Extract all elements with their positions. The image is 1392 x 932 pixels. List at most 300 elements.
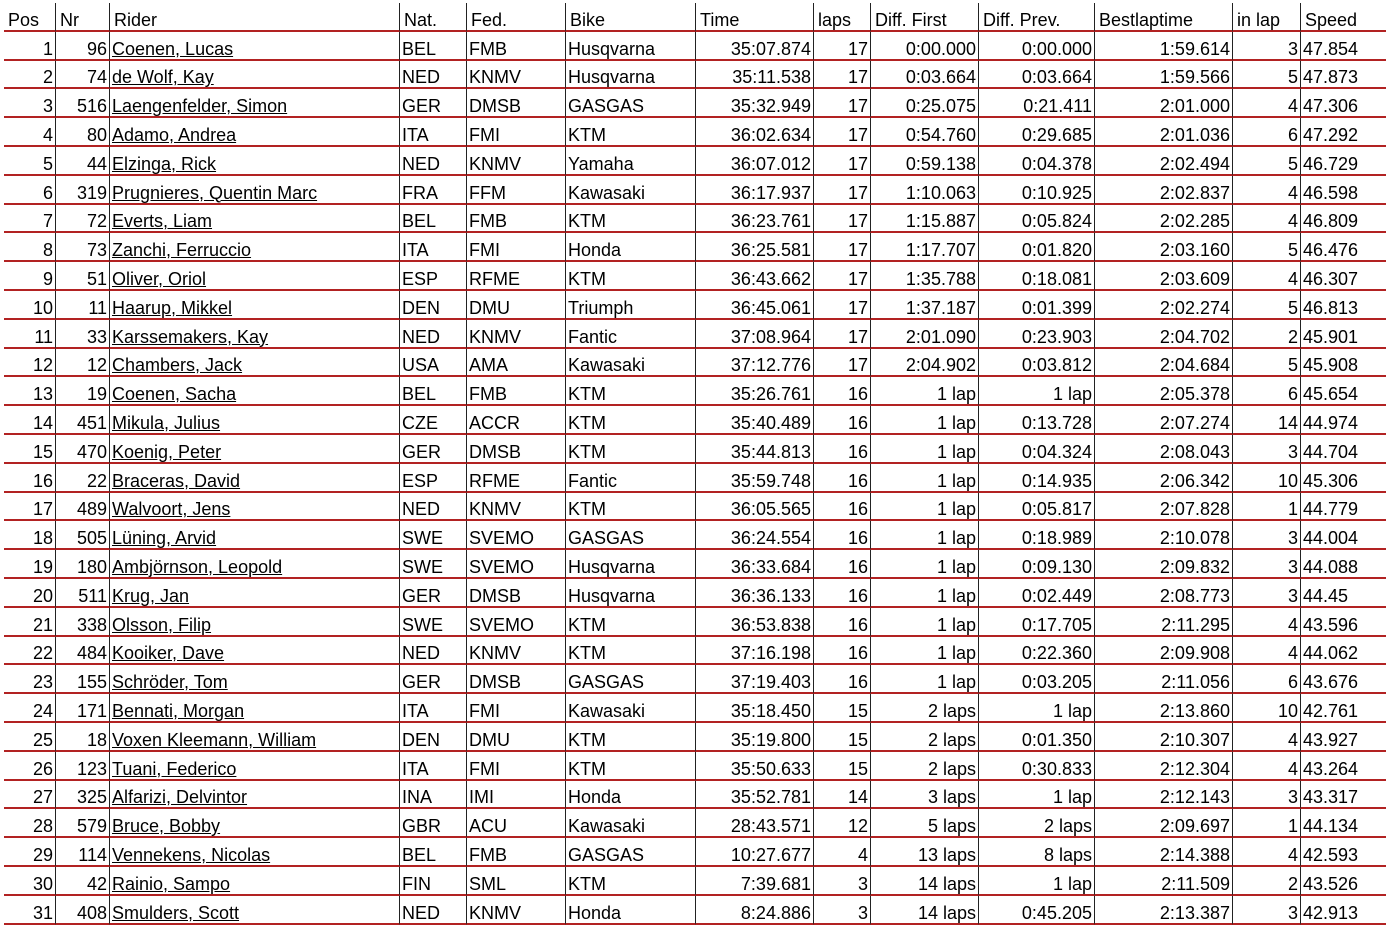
cell-bestlaptime: 1:59.566 [1095,61,1233,90]
cell-in-lap: 10 [1233,694,1301,723]
cell-laps: 17 [814,262,871,291]
cell-diff-first: 1 lap [871,665,979,694]
table-row [4,147,1386,176]
cell-nat: GER [400,665,467,694]
cell-rider [110,377,400,406]
cell-pos: 31 [4,896,56,925]
cell-nat: CZE [400,406,467,435]
cell-laps: 16 [814,377,871,406]
cell-bike: Husqvarna [566,579,696,608]
table-row [4,867,1386,896]
cell-bike: Husqvarna [566,61,696,90]
cell-diff-first: 1 lap [871,550,979,579]
cell-in-lap: 4 [1233,89,1301,118]
rider-link[interactable]: Lüning, Arvid [112,528,217,549]
cell-in-lap: 3 [1233,521,1301,550]
cell-laps: 17 [814,147,871,176]
cell-diff-first: 2:01.090 [871,320,979,349]
cell-time: 36:43.662 [696,262,814,291]
cell-nr: 72 [56,205,110,234]
rider-link[interactable]: Zanchi, Ferruccio [112,240,252,261]
cell-speed: 44.134 [1301,809,1386,838]
table-row [4,752,1386,781]
cell-diff-first: 2 laps [871,694,979,723]
cell-diff-first: 1 lap [871,637,979,666]
cell-bestlaptime: 2:02.285 [1095,205,1233,234]
cell-diff-prev: 0:00.000 [979,32,1095,61]
table-row [4,61,1386,90]
cell-bike: GASGAS [566,838,696,867]
cell-nr: 155 [56,665,110,694]
cell-in-lap: 4 [1233,723,1301,752]
cell-laps: 17 [814,89,871,118]
cell-bestlaptime: 2:03.160 [1095,233,1233,262]
cell-laps: 16 [814,579,871,608]
cell-bestlaptime: 2:01.000 [1095,89,1233,118]
cell-time: 35:18.450 [696,694,814,723]
cell-rider [110,205,400,234]
cell-speed: 45.654 [1301,377,1386,406]
cell-speed: 46.307 [1301,262,1386,291]
rider-link[interactable]: de Wolf, Kay [112,67,214,88]
cell-speed: 47.306 [1301,89,1386,118]
cell-nr: 18 [56,723,110,752]
rider-link[interactable]: Alfarizi, Delvintor [112,787,248,808]
cell-bestlaptime: 2:12.304 [1095,752,1233,781]
cell-nr: 338 [56,608,110,637]
cell-speed: 46.813 [1301,291,1386,320]
cell-bike: Kawasaki [566,694,696,723]
cell-speed: 46.729 [1301,147,1386,176]
cell-nr: 319 [56,176,110,205]
cell-rider [110,521,400,550]
cell-speed: 44.004 [1301,521,1386,550]
cell-in-lap: 6 [1233,377,1301,406]
cell-rider [110,781,400,810]
cell-rider [110,493,400,522]
cell-fed: FMB [467,32,566,61]
cell-nat: BEL [400,205,467,234]
cell-pos: 6 [4,176,56,205]
cell-in-lap: 4 [1233,262,1301,291]
cell-laps: 3 [814,896,871,925]
cell-speed: 45.901 [1301,320,1386,349]
cell-bestlaptime: 2:09.908 [1095,637,1233,666]
cell-nat: SWE [400,521,467,550]
cell-in-lap: 1 [1233,493,1301,522]
cell-fed: FMB [467,205,566,234]
cell-nat: FRA [400,176,467,205]
cell-in-lap: 4 [1233,752,1301,781]
cell-time: 37:08.964 [696,320,814,349]
rider-link[interactable]: Olsson, Filip [112,614,212,635]
cell-time: 36:53.838 [696,608,814,637]
cell-nat: ITA [400,694,467,723]
cell-bestlaptime: 2:02.274 [1095,291,1233,320]
cell-laps: 15 [814,752,871,781]
cell-bestlaptime: 2:13.860 [1095,694,1233,723]
cell-diff-first: 1:17.707 [871,233,979,262]
cell-speed: 43.526 [1301,867,1386,896]
cell-speed: 44.088 [1301,550,1386,579]
cell-rider [110,291,400,320]
rider-link[interactable]: Koenig, Peter [112,441,222,462]
cell-bike: Triumph [566,291,696,320]
cell-diff-first: 1 lap [871,608,979,637]
cell-diff-prev: 0:09.130 [979,550,1095,579]
table-row [4,291,1386,320]
rider-link[interactable]: Ambjörnson, Leopold [112,556,283,577]
cell-nr: 511 [56,579,110,608]
cell-rider [110,61,400,90]
cell-diff-first: 1:10.063 [871,176,979,205]
cell-diff-prev: 1 lap [979,694,1095,723]
cell-bestlaptime: 2:01.036 [1095,118,1233,147]
cell-nr: 123 [56,752,110,781]
cell-bike: KTM [566,752,696,781]
cell-nr: 114 [56,838,110,867]
cell-nat: GER [400,579,467,608]
rider-link[interactable]: Braceras, David [112,470,241,491]
table-row [4,896,1386,925]
cell-in-lap: 3 [1233,896,1301,925]
rider-link[interactable]: Chambers, Jack [112,355,243,376]
rider-link[interactable]: Smulders, Scott [112,902,240,923]
cell-nr: 11 [56,291,110,320]
cell-rider [110,176,400,205]
cell-pos: 29 [4,838,56,867]
rider-link[interactable]: Rainio, Sampo [112,873,231,894]
cell-nat: ITA [400,233,467,262]
cell-diff-prev: 0:01.350 [979,723,1095,752]
col-header-nat: Nat. [400,3,467,32]
rider-link[interactable]: Kooiker, Dave [112,643,225,664]
cell-pos: 2 [4,61,56,90]
cell-pos: 16 [4,464,56,493]
cell-speed: 47.292 [1301,118,1386,147]
table-row [4,838,1386,867]
cell-diff-prev: 0:01.820 [979,233,1095,262]
table-row [4,89,1386,118]
cell-diff-first: 1 lap [871,464,979,493]
cell-in-lap: 3 [1233,781,1301,810]
rider-link[interactable]: Vennekens, Nicolas [112,844,271,865]
table-row [4,205,1386,234]
results-table [4,3,1386,925]
cell-fed: DMU [467,723,566,752]
cell-nr: 408 [56,896,110,925]
table-row [4,118,1386,147]
cell-fed: SML [467,867,566,896]
cell-diff-prev: 0:13.728 [979,406,1095,435]
cell-fed: RFME [467,262,566,291]
cell-laps: 16 [814,521,871,550]
col-header-speed: Speed [1301,3,1386,32]
rider-link[interactable]: Krug, Jan [112,585,190,606]
table-row [4,262,1386,291]
col-header-diff-prev: Diff. Prev. [979,3,1095,32]
cell-laps: 16 [814,665,871,694]
cell-diff-prev: 0:30.833 [979,752,1095,781]
cell-nat: BEL [400,838,467,867]
cell-in-lap: 6 [1233,118,1301,147]
rider-link[interactable]: Schröder, Tom [112,672,228,693]
cell-pos: 26 [4,752,56,781]
cell-pos: 5 [4,147,56,176]
cell-laps: 16 [814,435,871,464]
cell-nr: 470 [56,435,110,464]
cell-nat: NED [400,320,467,349]
cell-pos: 21 [4,608,56,637]
cell-nat: FIN [400,867,467,896]
cell-bestlaptime: 2:12.143 [1095,781,1233,810]
cell-diff-prev: 0:18.081 [979,262,1095,291]
cell-in-lap: 14 [1233,406,1301,435]
cell-speed: 42.761 [1301,694,1386,723]
table-row [4,637,1386,666]
table-row [4,521,1386,550]
cell-bike: KTM [566,608,696,637]
cell-diff-first: 1 lap [871,579,979,608]
cell-diff-prev: 0:01.399 [979,291,1095,320]
cell-nat: NED [400,637,467,666]
cell-in-lap: 3 [1233,32,1301,61]
rider-link[interactable]: Bennati, Morgan [112,700,245,721]
cell-bike: Kawasaki [566,809,696,838]
cell-nat: BEL [400,32,467,61]
cell-nr: 579 [56,809,110,838]
col-header-fed: Fed. [467,3,566,32]
cell-diff-first: 1 lap [871,435,979,464]
cell-laps: 16 [814,493,871,522]
cell-bike: KTM [566,435,696,464]
table-row [4,435,1386,464]
cell-in-lap: 10 [1233,464,1301,493]
cell-rider [110,464,400,493]
cell-nat: GER [400,435,467,464]
table-row [4,723,1386,752]
cell-rider [110,32,400,61]
cell-bike: GASGAS [566,89,696,118]
cell-bike: KTM [566,493,696,522]
cell-in-lap: 5 [1233,233,1301,262]
cell-pos: 11 [4,320,56,349]
cell-diff-first: 1 lap [871,377,979,406]
cell-bestlaptime: 1:59.614 [1095,32,1233,61]
cell-bike: Yamaha [566,147,696,176]
col-header-bike: Bike [566,3,696,32]
cell-time: 36:05.565 [696,493,814,522]
cell-in-lap: 5 [1233,349,1301,378]
cell-time: 35:07.874 [696,32,814,61]
cell-nr: 451 [56,406,110,435]
cell-rider [110,809,400,838]
cell-in-lap: 4 [1233,608,1301,637]
cell-bike: KTM [566,118,696,147]
rider-link[interactable]: Adamo, Andrea [112,124,237,145]
cell-time: 35:50.633 [696,752,814,781]
cell-speed: 45.306 [1301,464,1386,493]
rider-link[interactable]: Walvoort, Jens [112,499,231,520]
rider-link[interactable]: Coenen, Lucas [112,38,234,59]
cell-bestlaptime: 2:08.773 [1095,579,1233,608]
rider-link[interactable]: Coenen, Sacha [112,384,237,405]
cell-nr: 505 [56,521,110,550]
cell-time: 36:07.012 [696,147,814,176]
rider-link[interactable]: Tuani, Federico [112,758,237,779]
cell-diff-prev: 0:22.360 [979,637,1095,666]
table-row [4,579,1386,608]
cell-nat: DEN [400,291,467,320]
table-row [4,665,1386,694]
cell-rider [110,694,400,723]
cell-pos: 24 [4,694,56,723]
cell-in-lap: 3 [1233,435,1301,464]
cell-in-lap: 3 [1233,550,1301,579]
cell-pos: 30 [4,867,56,896]
rider-link[interactable]: Karssemakers, Kay [112,326,269,347]
cell-diff-first: 14 laps [871,896,979,925]
cell-laps: 17 [814,118,871,147]
rider-link[interactable]: Oliver, Oriol [112,268,207,289]
cell-diff-first: 2 laps [871,752,979,781]
cell-fed: DMU [467,291,566,320]
cell-time: 8:24.886 [696,896,814,925]
cell-bestlaptime: 2:13.387 [1095,896,1233,925]
cell-in-lap: 1 [1233,809,1301,838]
cell-laps: 16 [814,406,871,435]
cell-diff-prev: 0:45.205 [979,896,1095,925]
cell-nat: SWE [400,608,467,637]
cell-nat: INA [400,781,467,810]
cell-diff-prev: 1 lap [979,377,1095,406]
cell-nr: 171 [56,694,110,723]
cell-fed: IMI [467,781,566,810]
cell-fed: FMI [467,752,566,781]
cell-diff-prev: 0:02.449 [979,579,1095,608]
cell-time: 37:12.776 [696,349,814,378]
cell-in-lap: 5 [1233,291,1301,320]
cell-rider [110,89,400,118]
rider-link[interactable]: Laengenfelder, Simon [112,96,288,117]
cell-time: 35:44.813 [696,435,814,464]
cell-nr: 489 [56,493,110,522]
cell-in-lap: 5 [1233,147,1301,176]
cell-speed: 46.476 [1301,233,1386,262]
cell-bestlaptime: 2:08.043 [1095,435,1233,464]
cell-bike: KTM [566,867,696,896]
cell-fed: KNMV [467,61,566,90]
cell-time: 35:19.800 [696,723,814,752]
cell-bestlaptime: 2:09.832 [1095,550,1233,579]
cell-diff-prev: 0:10.925 [979,176,1095,205]
cell-speed: 46.809 [1301,205,1386,234]
table-row [4,320,1386,349]
rider-link[interactable]: Everts, Liam [112,211,213,232]
cell-pos: 19 [4,550,56,579]
cell-nat: ESP [400,262,467,291]
cell-bestlaptime: 2:09.697 [1095,809,1233,838]
rider-link[interactable]: Mikula, Julius [112,412,221,433]
rider-link[interactable]: Elzinga, Rick [112,153,217,174]
cell-bike: Kawasaki [566,349,696,378]
cell-diff-prev: 0:23.903 [979,320,1095,349]
cell-bike: KTM [566,723,696,752]
cell-rider [110,262,400,291]
cell-time: 36:02.634 [696,118,814,147]
cell-diff-prev: 1 lap [979,867,1095,896]
cell-diff-prev: 0:29.685 [979,118,1095,147]
cell-diff-prev: 0:21.411 [979,89,1095,118]
table-row [4,349,1386,378]
cell-speed: 44.974 [1301,406,1386,435]
cell-diff-first: 1 lap [871,521,979,550]
cell-laps: 17 [814,61,871,90]
cell-fed: DMSB [467,89,566,118]
col-header-diff-first: Diff. First [871,3,979,32]
rider-link[interactable]: Bruce, Bobby [112,816,221,837]
cell-bestlaptime: 2:02.494 [1095,147,1233,176]
col-header-pos: Pos [4,3,56,32]
cell-fed: SVEMO [467,550,566,579]
cell-diff-first: 0:25.075 [871,89,979,118]
cell-bestlaptime: 2:07.828 [1095,493,1233,522]
cell-rider [110,406,400,435]
cell-diff-prev: 0:04.324 [979,435,1095,464]
cell-pos: 12 [4,349,56,378]
table-row [4,32,1386,61]
cell-rider [110,608,400,637]
cell-time: 36:33.684 [696,550,814,579]
cell-rider [110,838,400,867]
cell-bestlaptime: 2:04.702 [1095,320,1233,349]
cell-fed: FFM [467,176,566,205]
cell-time: 35:52.781 [696,781,814,810]
cell-nat: NED [400,493,467,522]
cell-rider [110,867,400,896]
cell-fed: SVEMO [467,608,566,637]
cell-in-lap: 4 [1233,838,1301,867]
cell-nr: 51 [56,262,110,291]
cell-pos: 13 [4,377,56,406]
cell-pos: 14 [4,406,56,435]
cell-nat: NED [400,896,467,925]
cell-rider [110,723,400,752]
cell-in-lap: 2 [1233,320,1301,349]
cell-pos: 18 [4,521,56,550]
header-row [4,3,1386,32]
cell-laps: 12 [814,809,871,838]
rider-link[interactable]: Prugnieres, Quentin Marc [112,182,318,203]
cell-nr: 19 [56,377,110,406]
cell-bestlaptime: 2:05.378 [1095,377,1233,406]
cell-speed: 43.927 [1301,723,1386,752]
cell-bike: GASGAS [566,521,696,550]
cell-speed: 47.873 [1301,61,1386,90]
cell-bike: Husqvarna [566,550,696,579]
cell-laps: 17 [814,291,871,320]
cell-nat: ESP [400,464,467,493]
cell-nr: 96 [56,32,110,61]
rider-link[interactable]: Haarup, Mikkel [112,297,233,318]
cell-bestlaptime: 2:10.307 [1095,723,1233,752]
cell-speed: 46.598 [1301,176,1386,205]
cell-pos: 3 [4,89,56,118]
rider-link[interactable]: Voxen Kleemann, William [112,729,317,750]
cell-fed: FMI [467,118,566,147]
cell-laps: 17 [814,320,871,349]
cell-nr: 22 [56,464,110,493]
